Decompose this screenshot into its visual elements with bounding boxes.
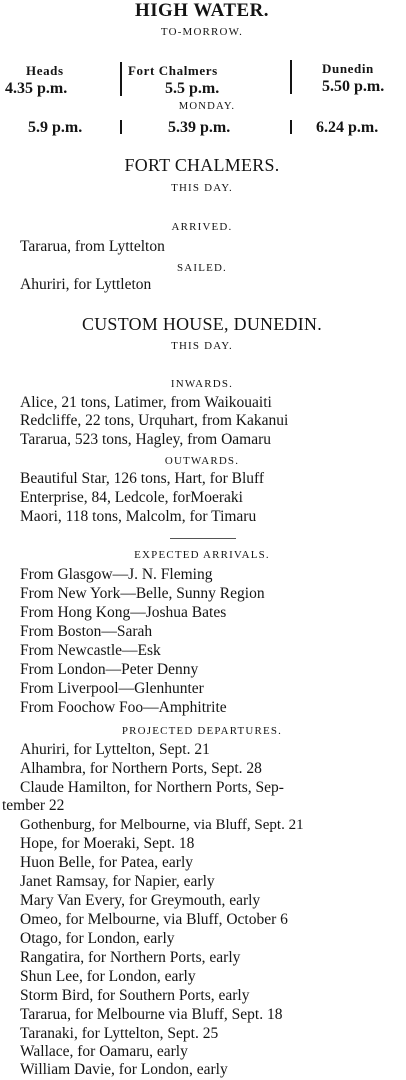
projected-departures-label: PROJECTED DEPARTURES. — [121, 725, 283, 737]
list-item: Ahuriri, for Lyttelton, Sept. 21 — [20, 741, 210, 758]
tomorrow-dunedin: 5.50 p.m. — [322, 78, 385, 95]
column-separator — [290, 60, 292, 94]
fort-chalmers-title: FORT CHALMERS. — [124, 155, 280, 175]
sailed-label: SAILED. — [176, 262, 228, 274]
monday-port: 5.39 p.m. — [168, 119, 231, 136]
list-item: Alhambra, for Northern Ports, Sept. 28 — [20, 760, 262, 777]
list-item: From Hong Kong—Joshua Bates — [20, 604, 227, 621]
arrived-label: ARRIVED. — [171, 221, 233, 233]
column-separator — [120, 120, 122, 134]
list-item: From London—Peter Denny — [20, 661, 199, 678]
list-item: Otago, for London, early — [20, 930, 175, 947]
list-item: Storm Bird, for Southern Ports, early — [20, 987, 250, 1004]
list-item: Huon Belle, for Patea, early — [20, 854, 194, 871]
list-item: From New York—Belle, Sunny Region — [20, 585, 265, 602]
list-item: Beautiful Star, 126 tons, Hart, for Bluff — [20, 470, 265, 487]
dunedin-label: Dunedin — [322, 61, 374, 76]
divider — [170, 538, 236, 539]
list-item: Claude Hamilton, for Northern Ports, Sep- — [20, 779, 284, 796]
list-item: Gothenburg, for Melbourne, via Bluff, Sept. 21 — [20, 817, 304, 833]
port-chalmers-label: Fort Chalmers — [128, 63, 218, 78]
custom-house-subtitle: THIS DAY. — [171, 340, 233, 352]
list-item: Taranaki, for Lyttelton, Sept. 25 — [20, 1025, 219, 1042]
inwards-label: INWARDS. — [170, 378, 234, 390]
list-item: From Glasgow—J. N. Fleming — [20, 566, 213, 583]
monday-label: MONDAY. — [178, 100, 236, 112]
list-item: Maori, 118 tons, Malcolm, for Timaru — [20, 508, 257, 525]
list-item: Mary Van Every, for Greymouth, early — [20, 892, 261, 909]
high-water-subtitle: TO-MORROW. — [160, 26, 244, 38]
column-separator — [290, 120, 292, 134]
column-separator — [120, 62, 122, 96]
list-item: Wallace, for Oamaru, early — [20, 1043, 188, 1060]
list-item: Alice, 21 tons, Latimer, from Waikouaiti — [20, 394, 272, 411]
list-item: tember 22 — [2, 797, 65, 814]
list-item: Enterprise, 84, Ledcole, forMoeraki — [20, 489, 243, 506]
list-item: William Davie, for London, early — [20, 1061, 228, 1078]
sailed-entry: Ahuriri, for Lyttleton — [20, 276, 152, 293]
list-item: From Liverpool—Glenhunter — [20, 680, 204, 697]
high-water-title: HIGH WATER. — [134, 0, 269, 21]
fort-chalmers-subtitle: THIS DAY. — [171, 182, 233, 194]
list-item: Tararua, 523 tons, Hagley, from Oamaru — [20, 431, 271, 448]
arrived-entry: Tararua, from Lyttelton — [20, 238, 165, 255]
tomorrow-heads: 4.35 p.m. — [5, 80, 68, 97]
list-item: From Newcastle—Esk — [20, 642, 161, 659]
list-item: From Foochow Foo—Amphitrite — [20, 699, 227, 716]
list-item: Shun Lee, for London, early — [20, 968, 196, 985]
list-item: From Boston—Sarah — [20, 623, 153, 640]
expected-arrivals-label: EXPECTED ARRIVALS. — [134, 549, 270, 561]
outwards-label: OUTWARDS. — [164, 455, 240, 467]
list-item: Janet Ramsay, for Napier, early — [20, 873, 215, 890]
heads-label: Heads — [26, 63, 64, 78]
list-item: Redcliffe, 22 tons, Urquhart, from Kakanui — [20, 412, 289, 429]
list-item: Rangatira, for Northern Ports, early — [20, 949, 241, 966]
list-item: Tararua, for Melbourne via Bluff, Sept. 18 — [20, 1006, 283, 1023]
list-item: Hope, for Moeraki, Sept. 18 — [20, 835, 195, 852]
custom-house-title: CUSTOM HOUSE, DUNEDIN. — [81, 314, 323, 334]
monday-heads: 5.9 p.m. — [28, 119, 83, 136]
monday-dunedin: 6.24 p.m. — [316, 119, 379, 136]
list-item: Omeo, for Melbourne, via Bluff, October 6 — [20, 911, 288, 928]
tomorrow-port: 5.5 p.m. — [165, 80, 220, 97]
